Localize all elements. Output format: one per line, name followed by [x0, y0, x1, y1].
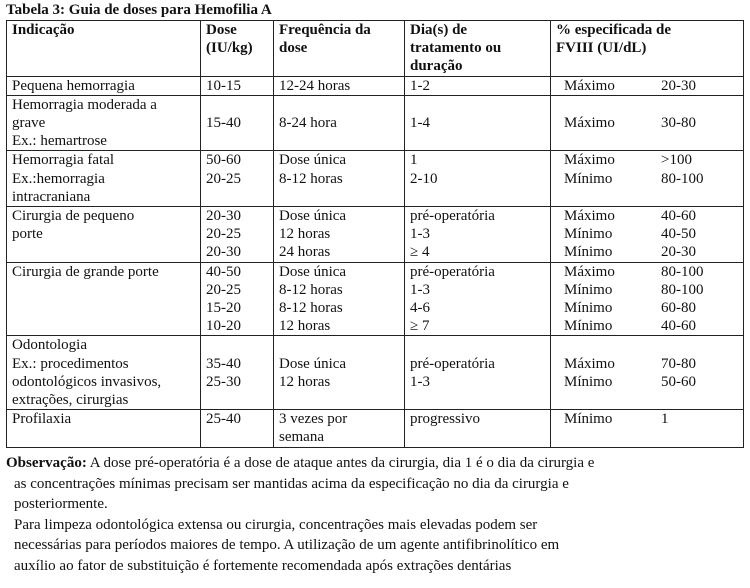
fviii-value: 20-30: [661, 244, 696, 261]
treatment-days-cell-line: 1-4: [410, 115, 430, 132]
treatment-days-cell-line: [410, 96, 550, 114]
observation-line: posteriormente.: [14, 496, 108, 512]
indication-cell-line: Profilaxia: [12, 411, 72, 428]
dose-cell-line: 20-25: [206, 170, 241, 187]
frequency-cell-line: 24 horas: [279, 244, 331, 261]
treatment-days-cell-line: 1-3: [410, 226, 430, 243]
frequency-cell-line: semana: [279, 429, 324, 446]
fviii-level: Mínimo: [564, 170, 613, 187]
treatment-days-cell-line: 1-3: [410, 281, 430, 298]
fviii-level: Mínimo: [564, 300, 613, 317]
indication-cell: [7, 207, 201, 263]
indication-cell: [7, 95, 201, 151]
indication-cell-line: Cirurgia de pequeno: [12, 208, 135, 225]
treatment-days-cell-line: ≥ 4: [410, 244, 430, 261]
frequency-cell: [274, 336, 405, 410]
fviii-entry: [556, 299, 743, 317]
indication-cell: [7, 410, 201, 447]
dose-cell: [201, 76, 274, 95]
fviii-level: Máximo: [564, 115, 615, 132]
fviii-level: Mínimo: [564, 244, 613, 261]
dose-cell-line: 35-40: [206, 355, 241, 372]
frequency-cell: [274, 151, 405, 207]
treatment-days-cell-line: pré-operatória: [410, 263, 495, 280]
frequency-cell-line: [279, 336, 404, 354]
fviii-value: 20-30: [661, 77, 696, 94]
header-treatment-days: Dia(s) de tratamento ou duração: [405, 21, 551, 77]
fviii-percent-cell: [551, 151, 744, 207]
fviii-entry: [556, 263, 743, 281]
fviii-percent-cell: [551, 76, 744, 95]
frequency-cell-line: Dose única: [279, 208, 347, 225]
fviii-entry: [556, 243, 743, 261]
frequency-cell-line: 12-24 horas: [279, 77, 351, 94]
fviii-entry: [556, 317, 743, 335]
table-row: [7, 76, 744, 95]
frequency-cell-line: 8-24 hora: [279, 115, 337, 132]
indication-cell: [7, 151, 201, 207]
frequency-cell: [274, 410, 405, 447]
indication-cell-line: Odontologia: [12, 337, 87, 354]
indication-cell-line: grave: [12, 115, 46, 132]
frequency-cell: [274, 207, 405, 263]
fviii-level: Mínimo: [564, 373, 613, 390]
indication-cell-line: Pequena hemorragia: [12, 77, 135, 94]
header-frequency: Frequência da dose: [274, 21, 405, 77]
dose-cell-line: 40-50: [206, 263, 241, 280]
frequency-cell-line: 12 horas: [279, 226, 331, 243]
frequency-cell-line: [279, 96, 404, 114]
fviii-entry: [556, 77, 743, 95]
fviii-value: 1: [661, 411, 669, 428]
fviii-level: [556, 336, 661, 354]
indication-cell: [7, 262, 201, 336]
header-dose: Dose (IU/kg): [201, 21, 274, 77]
fviii-entry: [556, 410, 743, 428]
frequency-cell-line: 12 horas: [279, 318, 331, 335]
dose-cell-line: 20-25: [206, 226, 241, 243]
fviii-value: 70-80: [661, 355, 696, 372]
treatment-days-cell-line: 1-2: [410, 77, 430, 94]
dose-cell: [201, 410, 274, 447]
treatment-days-cell: [405, 151, 551, 207]
frequency-cell-line: 12 horas: [279, 373, 331, 390]
dose-cell-line: 25-30: [206, 373, 241, 390]
observation-line: Observação: A dose pré-operatória é a dose de ataque antes da cirurgia, dia 1 é o dia da cirurgia e: [6, 455, 595, 471]
fviii-level: Máximo: [564, 152, 615, 169]
table-row: [7, 207, 744, 263]
observation-label: Observação:: [6, 455, 87, 471]
fviii-entry: [556, 170, 743, 188]
fviii-entry: [556, 373, 743, 391]
indication-cell: [7, 336, 201, 410]
fviii-level: Máximo: [564, 263, 615, 280]
observation-note: [6, 453, 706, 576]
dose-cell-line: 15-40: [206, 115, 241, 132]
fviii-value: 60-80: [661, 300, 696, 317]
fviii-percent-cell: [551, 262, 744, 336]
indication-cell-line: intracraniana: [12, 188, 91, 205]
dose-cell: [201, 207, 274, 263]
observation-line: auxílio ao fator de substituição é fortemente recomendada após extrações dentárias: [14, 557, 512, 574]
treatment-days-cell-line: 2-10: [410, 170, 438, 187]
fviii-percent-cell: [551, 207, 744, 263]
indication-cell-line: Ex.:hemorragia: [12, 170, 105, 187]
indication-cell-line: Cirurgia de grande porte: [12, 263, 159, 280]
frequency-cell-line: 8-12 horas: [279, 281, 343, 298]
fviii-entry: [556, 151, 743, 169]
dose-cell-line: 50-60: [206, 152, 241, 169]
treatment-days-cell: [405, 95, 551, 151]
indication-cell-line: porte: [12, 226, 43, 243]
observation-line: necessárias para períodos maiores de tempo. A utilização de um agente antifibrinolítico em: [14, 537, 560, 553]
frequency-cell-line: Dose única: [279, 152, 347, 169]
fviii-entry: [556, 225, 743, 243]
fviii-value: 40-60: [661, 208, 696, 225]
indication-cell-line: Ex.: hemartrose: [12, 133, 107, 150]
fviii-level: Mínimo: [564, 411, 613, 428]
frequency-cell: [274, 76, 405, 95]
dose-cell: [201, 262, 274, 336]
indication-cell-line: Hemorragia fatal: [12, 152, 115, 169]
table-title: Tabela 3: Guia de doses para Hemofilia A: [6, 2, 272, 18]
fviii-value: 80-100: [661, 170, 704, 187]
indication-cell: [7, 76, 201, 95]
treatment-days-cell-line: [410, 336, 550, 354]
fviii-entry: [556, 355, 743, 373]
dose-cell-line: 10-15: [206, 77, 241, 94]
indication-cell-line: Ex.: procedimentos: [12, 355, 129, 372]
table-row: [7, 262, 744, 336]
fviii-level: Mínimo: [564, 281, 613, 298]
frequency-cell-line: Dose única: [279, 263, 347, 280]
dose-cell-line: 20-25: [206, 281, 241, 298]
fviii-entry: [556, 207, 743, 225]
treatment-days-cell: [405, 336, 551, 410]
frequency-cell-line: 8-12 horas: [279, 170, 343, 187]
fviii-entry: [556, 281, 743, 299]
frequency-cell: [274, 95, 405, 151]
treatment-days-cell-line: progressivo: [410, 411, 480, 428]
frequency-cell: [274, 262, 405, 336]
treatment-days-cell-line: ≥ 7: [410, 318, 430, 335]
fviii-percent-cell: [551, 336, 744, 410]
dose-cell-line: 15-20: [206, 300, 241, 317]
fviii-level: Máximo: [564, 355, 615, 372]
treatment-days-cell-line: 4-6: [410, 300, 430, 317]
dose-cell-line: 25-40: [206, 411, 241, 428]
dose-cell-line: 20-30: [206, 208, 241, 225]
fviii-value: [661, 96, 743, 114]
observation-line: as concentrações mínimas precisam ser mantidas acima da especificação no dia da cirurgia e: [14, 475, 569, 492]
frequency-cell-line: 8-12 horas: [279, 300, 343, 317]
fviii-entry: [556, 336, 743, 354]
treatment-days-cell-line: 1: [410, 152, 418, 169]
indication-cell-line: Hemorragia moderada a: [12, 96, 157, 113]
dose-cell-line: [206, 96, 273, 114]
observation-line: Para limpeza odontológica extensa ou cirurgia, concentrações mais elevadas podem ser: [14, 516, 538, 533]
table-row: [7, 410, 744, 447]
dosage-table: [6, 20, 744, 448]
treatment-days-cell-line: pré-operatória: [410, 355, 495, 372]
fviii-entry: [556, 96, 743, 114]
dose-cell-line: [206, 336, 273, 354]
table-row: [7, 151, 744, 207]
dose-cell-line: 20-30: [206, 244, 241, 261]
table-row: [7, 336, 744, 410]
treatment-days-cell-line: 1-3: [410, 373, 430, 390]
fviii-value: 40-50: [661, 226, 696, 243]
fviii-value: 40-60: [661, 318, 696, 335]
fviii-level: Máximo: [564, 77, 615, 94]
frequency-cell-line: Dose única: [279, 355, 347, 372]
header-indication: Indicação: [7, 21, 201, 77]
indication-cell-line: extrações, cirurgias: [12, 392, 129, 409]
treatment-days-cell: [405, 207, 551, 263]
fviii-percent-cell: [551, 410, 744, 447]
frequency-cell-line: 3 vezes por: [279, 411, 348, 428]
fviii-value: 30-80: [661, 115, 696, 132]
fviii-level: Mínimo: [564, 318, 613, 335]
treatment-days-cell-line: pré-operatória: [410, 208, 495, 225]
fviii-entry: [556, 114, 743, 132]
fviii-level: Mínimo: [564, 226, 613, 243]
fviii-value: [661, 336, 743, 354]
fviii-value: >100: [661, 152, 692, 169]
table-row: [7, 95, 744, 151]
dose-cell: [201, 151, 274, 207]
header-row: [7, 21, 744, 77]
fviii-level: Máximo: [564, 208, 615, 225]
indication-cell-line: odontológicos invasivos,: [12, 373, 162, 390]
dose-cell: [201, 95, 274, 151]
dose-cell: [201, 336, 274, 410]
fviii-level: [556, 96, 661, 114]
dose-cell-line: 10-20: [206, 318, 241, 335]
fviii-percent-cell: [551, 95, 744, 151]
fviii-value: 80-100: [661, 281, 704, 298]
fviii-value: 50-60: [661, 373, 696, 390]
header-fviii-percent: % especificada de FVIII (UI/dL): [551, 21, 744, 77]
treatment-days-cell: [405, 262, 551, 336]
treatment-days-cell: [405, 76, 551, 95]
treatment-days-cell: [405, 410, 551, 447]
fviii-value: 80-100: [661, 263, 704, 280]
